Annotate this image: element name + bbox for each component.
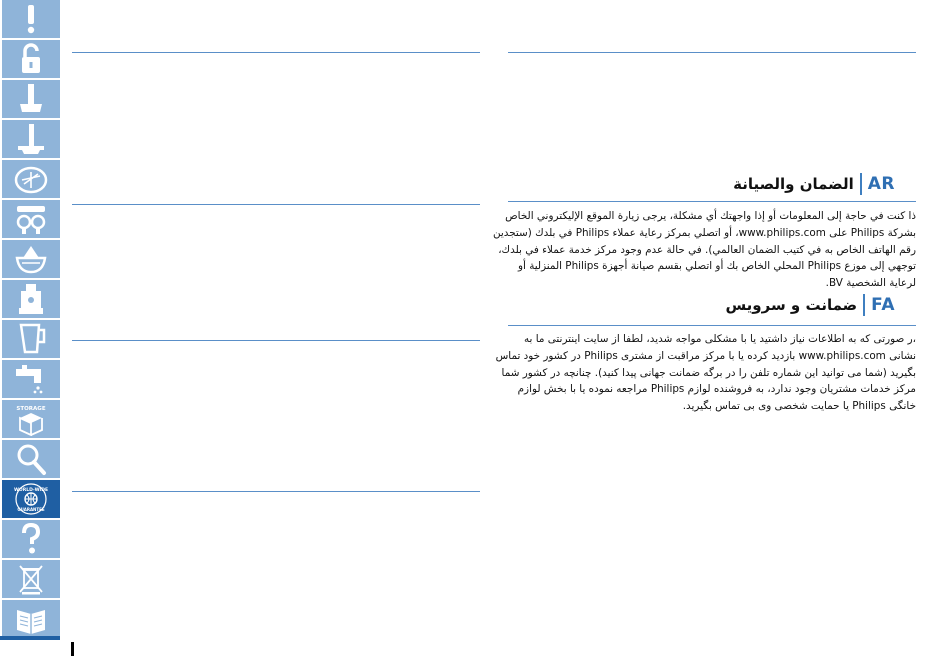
- book-icon: [14, 602, 48, 636]
- sidebar-tab-troubleshoot[interactable]: [2, 440, 60, 479]
- sidebar-tab-warning[interactable]: [2, 0, 60, 39]
- left-rule-1: [72, 52, 480, 53]
- sidebar-tab-disc[interactable]: [2, 160, 60, 199]
- unlock-icon: [14, 42, 48, 76]
- ar-line: رقم الهاتف الخاص به في كتيب الضمان العالمي). في حالة عدم وجود مركز خدمة عملاء في بلدك،: [498, 243, 916, 256]
- sidebar-tab-whisk[interactable]: [2, 200, 60, 239]
- svg-text:GUARANTEE: GUARANTEE: [17, 507, 45, 512]
- sidebar-tab-environment[interactable]: [2, 560, 60, 599]
- ar-rule: [508, 201, 916, 202]
- tap-cleaning-icon: [14, 362, 48, 396]
- magnifier-icon: [14, 442, 48, 476]
- blade-assembly-short-icon: [14, 122, 48, 156]
- sidebar-tab-blade-short[interactable]: [2, 120, 60, 159]
- left-rule-3: [72, 340, 480, 341]
- sidebar-tab-unlock[interactable]: [2, 40, 60, 79]
- icon-sidebar: [0, 0, 60, 640]
- sidebar-tab-mill[interactable]: [2, 280, 60, 319]
- sidebar-tab-manual[interactable]: [2, 600, 60, 639]
- ar-line: لرعاية الشخصية BV.: [825, 277, 916, 290]
- fa-line: نشانی www.philips.com بازديد كرده يا با مركز مراقبت از مشتری Philips در كشور خود تماس: [495, 349, 916, 362]
- mill-icon: [14, 282, 48, 316]
- fa-rule: [508, 325, 916, 326]
- fa-section-header: [505, 292, 895, 318]
- sidebar-tab-citrus[interactable]: [2, 240, 60, 279]
- crossed-bin-icon: [14, 562, 48, 596]
- fa-line: مركز خدمات مشتريان وجود ندارد، به فروشنده لوازم Philips مراجعه نموده يا با بخش لوازم: [517, 383, 916, 396]
- fa-language-code: FA: [871, 295, 895, 315]
- ar-line: بشركة Philips على www.philips.com، أو اتصلي بمركز رعاية عملاء Philips في بلدك (ستجدين: [492, 226, 916, 239]
- ar-language-code: AR: [867, 174, 895, 194]
- disc-icon: [14, 162, 48, 196]
- question-icon: [14, 522, 48, 556]
- ar-section-body: [492, 208, 916, 292]
- fa-line: خانگی Philips يا حمايت شخصی وی بی تماس بگيريد.: [682, 400, 916, 413]
- left-rule-2: [72, 204, 480, 205]
- ar-line: توجهي إلى موزع Philips المحلي الخاص بك أو اتصلي بقسم صيانة أجهزة Philips المنزلية أو: [517, 260, 916, 273]
- left-rule-4: [72, 491, 480, 492]
- citrus-press-icon: [14, 242, 48, 276]
- fa-section-title: ضمانت و سرويس: [725, 296, 858, 314]
- sidebar-tab-blender[interactable]: [2, 320, 60, 359]
- sidebar-tab-faq[interactable]: [2, 520, 60, 559]
- globe-guarantee-icon: [14, 482, 48, 516]
- ar-header-divider: [860, 173, 862, 195]
- fa-section-body: [495, 331, 916, 415]
- exclamation-icon: [14, 2, 48, 36]
- sidebar-base-bar: [0, 636, 60, 640]
- ar-section-title: الضمان والصيانة: [733, 175, 854, 193]
- svg-text:WORLD-WIDE: WORLD-WIDE: [14, 488, 48, 493]
- sidebar-tab-blade[interactable]: [2, 80, 60, 119]
- sidebar-tab-cleaning[interactable]: [2, 360, 60, 399]
- ar-section-header: [505, 171, 895, 197]
- sidebar-tab-storage[interactable]: [2, 400, 60, 439]
- right-rule-top: [508, 52, 916, 53]
- blade-assembly-icon: [14, 82, 48, 116]
- svg-text:STORAGE: STORAGE: [16, 406, 46, 412]
- page-marker: [71, 642, 74, 656]
- whisk-icon: [14, 202, 48, 236]
- storage-box-icon: [14, 402, 48, 436]
- sidebar-tab-guarantee[interactable]: [2, 480, 60, 519]
- blender-jar-icon: [14, 322, 48, 356]
- fa-header-divider: [863, 294, 865, 316]
- fa-line: بگيريد (شما می توانيد اين شماره تلفن را در برگه ضمانت جهانی پيدا كنيد). چنانچه در كشور شما: [501, 366, 916, 379]
- ar-line: ذا كنت في حاجة إلى المعلومات أو إذا واجهتك أي مشكلة، يرجى زيارة الموقع الإليكتروني الخاص: [505, 210, 916, 222]
- fa-line: ،ر صورتی كه به اطلاعات نياز داشتيد يا با مشكلی مواجه شديد، لطفا از سايت اينترنتی ما به: [523, 333, 916, 345]
